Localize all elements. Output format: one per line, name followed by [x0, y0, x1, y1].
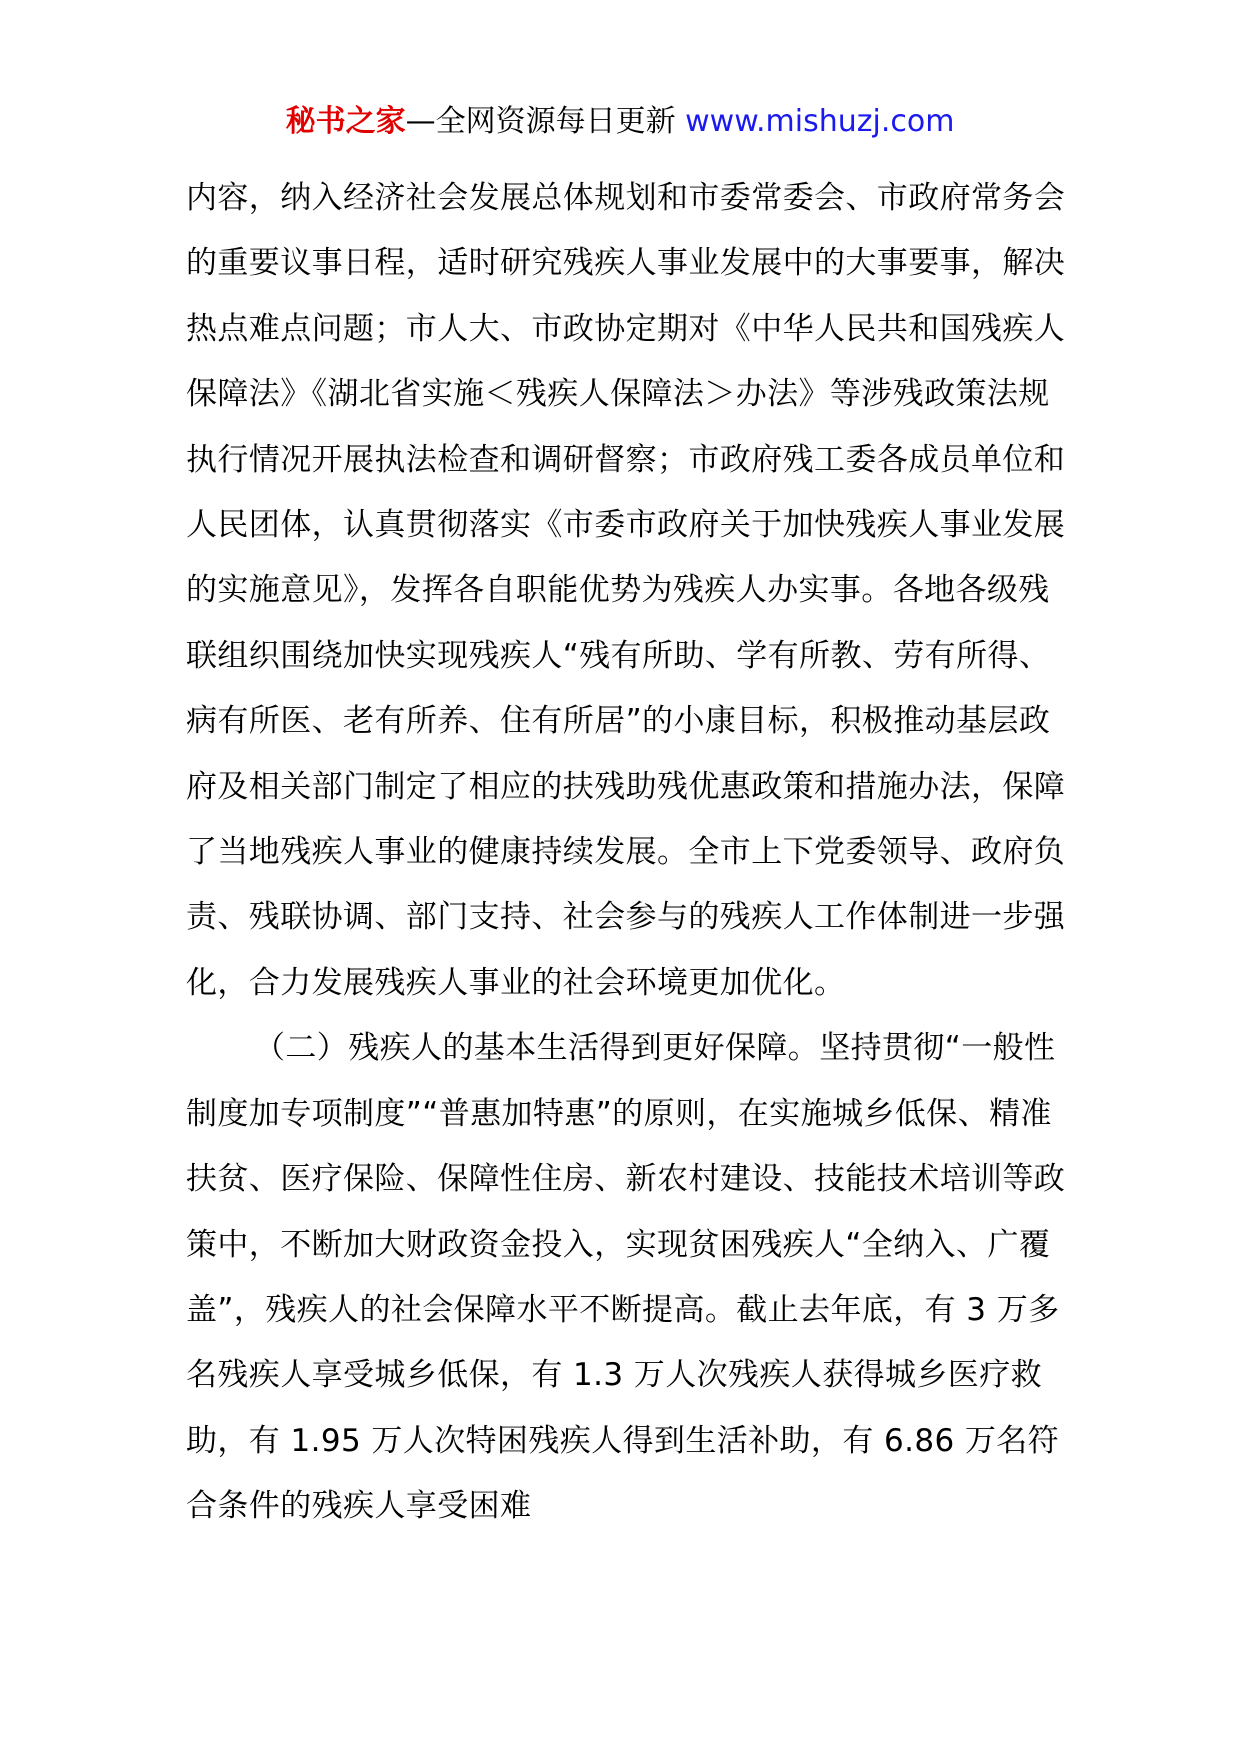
paragraph-continued: 内容，纳入经济社会发展总体规划和市委常委会、市政府常务会的重要议事日程，适时研究残疾人事业发展中的大事要事，解决热点难点问题；市人大、市政协定期对《中华人民共和国残疾人保障法》《湖北省实施＜残疾人保障法＞办法》等涉残政策法规执行情况开展执法检查和调研督察；市政府残工委各成员单位和人民团体，认真贯彻落实《市委市政府关于加快残疾人事业发展的实施意见》，发挥各自职能优势为残疾人办实事。各地各级残联组织围绕加快实现残疾人“残有所助、学有所教、劳有所得、病有所医、老有所养、住有所居”的小康目标，积极推动基层政府及相关部门制定了相应的扶残助残优惠政策和措施办法，保障了当地残疾人事业的健康持续发展。全市上下党委领导、政府负责、残联协调、部门支持、社会参与的残疾人工作体制进一步强化，合力发展残疾人事业的社会环境更加优化。 — [186, 180, 1066, 1001]
page-header — [0, 100, 1240, 144]
header-tagline: —全网资源每日更新 — [405, 104, 686, 139]
site-url-link[interactable]: www.mishuzj.com — [685, 104, 955, 139]
document-body — [186, 166, 1066, 1540]
brand-name: 秘书之家 — [285, 104, 406, 139]
paragraph-section-two: （二）残疾人的基本生活得到更好保障。坚持贯彻“一般性制度加专项制度”“普惠加特惠”的原则，在实施城乡低保、精准扶贫、医疗保险、保障性住房、新农村建设、技能技术培训等政策中，不断加大财政资金投入，实现贫困残疾人“全纳入、广覆盖”，残疾人的社会保障水平不断提高。截止去年底，有 3 万多名残疾人享受城乡低保，有 1.3 万人次残疾人获得城乡医疗救助，有 1.95 万人次特困残疾人得到生活补助，有 6.86 万名符合条件的残疾人享受困难 — [186, 1030, 1066, 1525]
